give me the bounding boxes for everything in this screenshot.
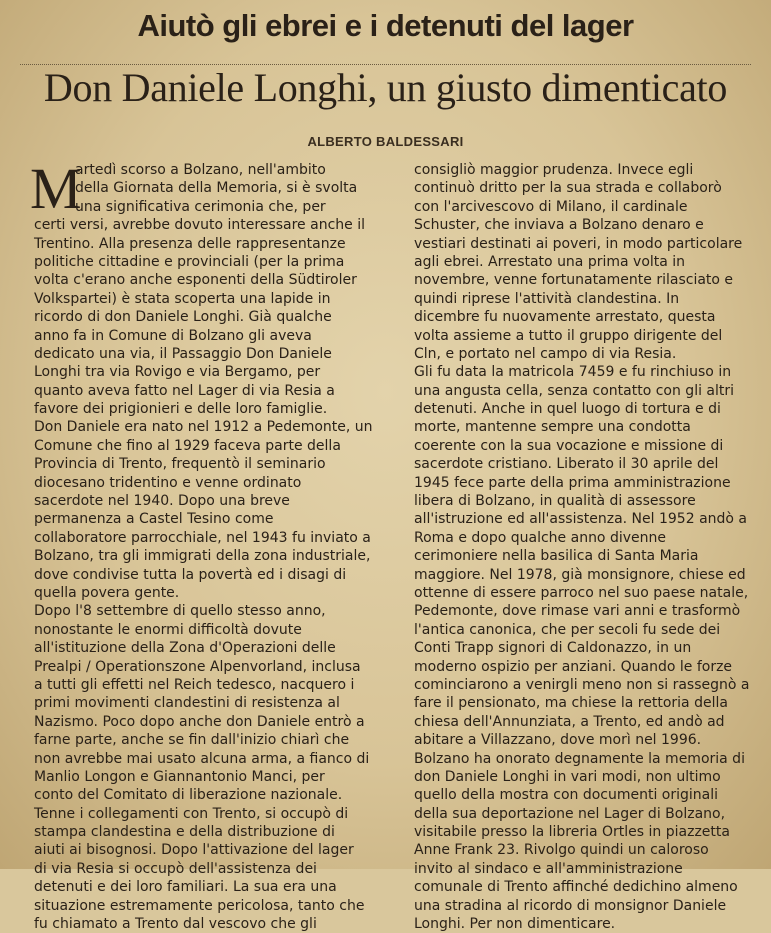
text-line: Bolzano, tra gli immigrati della zona industriale, (34, 548, 371, 565)
article-column-right (414, 161, 762, 933)
text-line: situazione estremamente pericolosa, tanto che (34, 897, 365, 914)
text-line: dicembre fu nuovamente arrestato, questa (414, 309, 716, 326)
text-line: Longhi tra via Rovigo e via Bergamo, per (34, 364, 321, 381)
text-line: della sua deportazione nel Lager di Bolzano, (414, 805, 726, 822)
text-line: nonostante le enormi difficoltà dovute (34, 621, 302, 638)
text-line: anno fa in Comune di Bolzano gli aveva (34, 327, 312, 344)
text-line: Prealpi / Operationszone Alpenvorland, inclusa (34, 658, 361, 675)
text-line: dove condivise tutta la povertà ed i disagi di (34, 566, 347, 583)
text-line: conto del Comitato di liberazione nazionale. (34, 787, 343, 804)
text-line: artedì scorso a Bolzano, nell'ambito (75, 162, 326, 178)
text-line: visitabile presso la libreria Ortles in piazzetta (414, 824, 730, 841)
text-line: all'istruzione ed all'assistenza. Nel 1952 andò a (414, 511, 747, 528)
text-line: farne parte, anche se fin dall'inizio chiarì che (34, 732, 350, 749)
text-line: Roma e dopo qualche anno divenne (414, 529, 666, 546)
text-line: ottenne di essere parroco nel suo paese natale, (414, 584, 749, 601)
text-line: morte, mantenne sempre una condotta (414, 419, 691, 436)
article-headline: Don Daniele Longhi, un giusto dimenticato (43, 65, 728, 110)
text-line: quindi riprese l'attività clandestina. In (414, 290, 680, 307)
text-line: fu chiamato a Trento dal vescovo che gli (34, 916, 317, 933)
text-line: detenuti e dei loro familiari. La sua era una (34, 879, 337, 896)
text-line: aiuti ai bisognosi. Dopo l'attivazione del lager (34, 842, 354, 859)
text-line: chiesa dell'Annunziata, a Trento, ed andò ad (414, 713, 725, 730)
text-line: continuò dritto per la sua strada e collaborò (414, 180, 722, 197)
text-line: comunale di Trento affinché dedichino almeno (414, 879, 738, 896)
text-line: certi versi, avrebbe dovuto interessare anche il (34, 217, 365, 234)
text-line: Manlio Longon e Giannantonio Manci, per (34, 768, 325, 785)
text-line: una angusta cella, senza contatto con gli altri (414, 382, 735, 399)
text-line: quanto aveva fatto nel Lager di via Resia a (34, 382, 335, 399)
text-line: Comune che fino al 1929 faceva parte della (34, 437, 341, 454)
article-column-left (30, 156, 384, 933)
text-line: permanenza a Castel Tesino come (34, 511, 274, 528)
text-line: volta assieme a tutto il gruppo dirigente del (414, 327, 723, 344)
text-line: vestiari destinati ai poveri, in modo particolare (414, 235, 743, 252)
text-line: Conti Trapp signori di Caldonazzo, in un (414, 640, 692, 657)
text-line: cominciarono a venirgli meno non si rassegnò a (414, 676, 750, 693)
text-line: collaboratore parrocchiale, nel 1943 fu inviato a (34, 529, 371, 546)
text-line: sacerdote cristiano. Liberato il 30 aprile del (414, 456, 719, 473)
text-line: una stradina al ricordo di monsignor Daniele (414, 897, 727, 914)
text-line: volta c'erano anche esponenti della Südtiroler (34, 272, 357, 289)
text-line: Anne Frank 23. Rivolgo quindi un caloroso (414, 842, 709, 859)
text-line: Longhi. Per non dimenticare. (414, 916, 616, 933)
text-line: libera di Bolzano, in qualità di assessore (414, 493, 696, 510)
text-line: Gli fu data la matricola 7459 e fu rinchiuso in (414, 364, 732, 381)
text-line: Pedemonte, dove rimase vari anni e trasformò (414, 603, 741, 620)
text-line: abitare a Villazzano, dove morì nel 1996. (414, 732, 702, 749)
text-line: dedicato una via, il Passaggio Don Daniele (34, 345, 332, 362)
text-line: primi movimenti clandestini di resistenza al (34, 695, 340, 712)
text-line: agli ebrei. Arrestato una prima volta in (414, 253, 686, 270)
text-line: consigliò maggior prudenza. Invece egli (414, 162, 694, 178)
text-line: Tenne i collegamenti con Trento, si occupò di (34, 805, 349, 822)
article-byline: ALBERTO BALDESSARI (307, 134, 464, 149)
text-line: don Daniele Longhi in vari modi, non ultimo (414, 768, 721, 785)
text-line: Schuster, che inviava a Bolzano denaro e (414, 217, 704, 234)
text-line: Trentino. Alla presenza delle rappresentanze (34, 235, 346, 252)
text-line: Cln, e portato nel campo di via Resia. (414, 345, 677, 362)
text-line: moderno ospizio per anziani. Quando le forze (414, 658, 733, 675)
text-line: diocesano tridentino e venne ordinato (34, 474, 302, 491)
text-line: Dopo l'8 settembre di quello stesso anno, (34, 603, 326, 620)
text-line: coerente con la sua vocazione e missione di (414, 437, 724, 454)
article-kicker: Aiutò gli ebrei e i detenuti del lager (137, 8, 634, 43)
text-line: cerimoniere nella basilica di Santa Maria (414, 548, 699, 565)
text-line: una significativa cerimonia che, per (75, 198, 326, 215)
text-line: politiche cittadine e provinciali (per la prima (34, 253, 345, 270)
text-line: favore dei prigionieri e delle loro famiglie. (34, 401, 328, 418)
text-line: Don Daniele era nato nel 1912 a Pedemonte, un (34, 419, 373, 436)
text-line: stampa clandestina e della distribuzione di (34, 824, 335, 841)
text-line: invito al sindaco e all'amministrazione (414, 860, 683, 877)
text-line: non avrebbe mai usato alcuna arma, a fianco di (34, 750, 370, 767)
text-line: quella povera gente. (34, 584, 180, 601)
text-line: all'istituzione della Zona d'Operazioni delle (34, 640, 336, 657)
text-line: a tutti gli effetti nel Reich tedesco, nacquero i (34, 676, 355, 693)
text-line: con l'arcivescovo di Milano, il cardinale (414, 198, 688, 215)
text-line: ricordo di don Daniele Longhi. Già qualche (34, 309, 332, 326)
text-line: 1945 fece parte della prima amministrazione (414, 474, 731, 491)
text-line: Nazismo. Poco dopo anche don Daniele entrò a (34, 713, 365, 730)
drop-cap: M (30, 156, 82, 221)
text-line: l'antica canonica, che per secoli fu sede dei (414, 621, 721, 638)
text-line: sacerdote nel 1940. Dopo una breve (34, 493, 290, 510)
text-line: della Giornata della Memoria, si è svolta (75, 180, 358, 197)
text-line: di via Resia si occupò dell'assistenza dei (34, 860, 317, 877)
text-line: fare il pensionato, ma chiese la rettoria della (414, 695, 728, 712)
text-line: Bolzano ha onorato degnamente la memoria di (414, 750, 745, 767)
text-line: Provincia di Trento, frequentò il seminario (34, 456, 326, 473)
text-line: detenuti. Anche in quel luogo di tortura e di (414, 401, 721, 418)
text-line: novembre, venne fortunatamente rilasciato e (414, 272, 734, 289)
text-line: quello della mostra con documenti originali (414, 787, 719, 804)
text-line: maggiore. Nel 1978, già monsignore, chiese ed (414, 566, 746, 583)
text-line: Volkspartei) è stata scoperta una lapide in (34, 290, 331, 307)
